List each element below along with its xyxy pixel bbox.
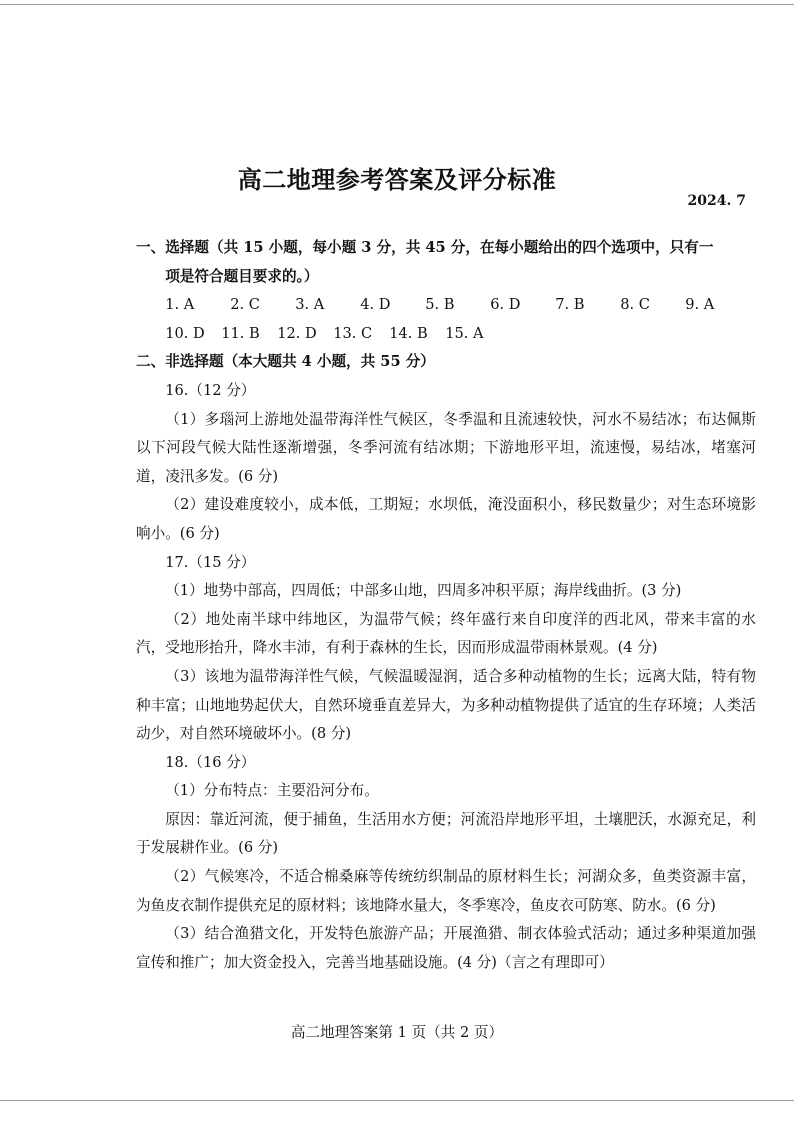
choice-answer: 4. D	[360, 296, 391, 314]
q17-part3: （3）该地为温带海洋性气候，气候温暖湿润，适合多种动植物的生长；远离大陆，特有物种丰富；山地地势起伏大，自然环境垂直差异大，为多种动植物提供了适宜的生存环境；人类活动少，对自然环境破坏小。(8 分)	[136, 667, 756, 743]
section2-heading: 二、非选择题（本大题共 4 小题，共 55 分）	[136, 353, 435, 371]
choice-answers-row2	[136, 320, 756, 349]
q16-label: 16.（12 分）	[165, 381, 256, 399]
choice-answer: 13. C	[333, 324, 373, 342]
choice-answer: 14. B	[389, 324, 428, 342]
q18-part2: （2）气候寒冷，不适合棉桑麻等传统纺织制品的原材料生长；河湖众多，鱼类资源丰富，为鱼皮衣制作提供充足的原材料；该地降水量大，冬季寒冷，鱼皮衣可防寒、防水。(6 分)	[136, 868, 756, 914]
choice-answer: 7. B	[555, 296, 585, 314]
choice-answer: 2. C	[230, 296, 260, 314]
choice-answer: 9. A	[685, 296, 715, 314]
q18-label: 18.（16 分）	[165, 753, 256, 771]
choice-answer: 1. A	[165, 296, 195, 314]
section1-heading-line2: 项是符合题目要求的。）	[165, 267, 319, 285]
bottom-border-line	[0, 1100, 794, 1101]
exam-date: 2024. 7	[687, 193, 746, 209]
q18-part1: （1）分布特点：主要沿河分布。	[165, 782, 379, 800]
choice-answers-row1	[136, 291, 756, 320]
page-title: 高二地理参考答案及评分标准	[237, 166, 557, 194]
choice-answer: 11. B	[221, 324, 260, 342]
q16-part2: （2）建设难度较小，成本低，工期短；水坝低，淹没面积小，移民数量少；对生态环境影响小。(6 分)	[136, 496, 756, 542]
choice-answer: 8. C	[620, 296, 650, 314]
choice-answer: 5. B	[425, 296, 455, 314]
q17-label: 17.（15 分）	[165, 553, 256, 571]
q16-part1: （1）多瑙河上游地处温带海洋性气候区，冬季温和且流速较快，河水不易结冰；布达佩斯以下河段气候大陆性逐渐增强，冬季河流有结冰期；下游地形平坦，流速慢，易结冰，堵塞河道，凌汛多发。(6 分)	[136, 410, 756, 485]
q18-part1-reason: 原因：靠近河流，便于捕鱼，生活用水方便；河流沿岸地形平坦，土壤肥沃，水源充足，利于发展耕作业。(6 分)	[136, 810, 756, 857]
q17-part1: （1）地势中部高，四周低；中部多山地，四周多冲积平原；海岸线曲折。(3 分)	[165, 582, 682, 600]
section1-heading-line1: 一、选择题（共 15 小题，每小题 3 分，共 45 分，在每小题给出的四个选项中，只有一	[136, 239, 714, 256]
choice-answer: 12. D	[277, 324, 317, 342]
choice-answer: 10. D	[165, 324, 205, 342]
choice-answer: 6. D	[490, 296, 521, 314]
q18-part3: （3）结合渔猎文化，开发特色旅游产品；开展渔猎、制衣体验式活动；通过多种渠道加强宣传和推广；加大资金投入，完善当地基础设施。(4 分)（言之有理即可）	[136, 925, 756, 971]
page-footer: 高二地理答案第 1 页（共 2 页）	[290, 1024, 504, 1041]
answer-content	[136, 234, 756, 977]
choice-answer: 15. A	[445, 324, 484, 342]
q17-part2: （2）地处南半球中纬地区，为温带气候；终年盛行来自印度洋的西北风，带来丰富的水汽，受地形抬升，降水丰沛，有利于森林的生长，因而形成温带雨林景观。(4 分)	[136, 610, 756, 657]
choice-answer: 3. A	[295, 296, 325, 314]
